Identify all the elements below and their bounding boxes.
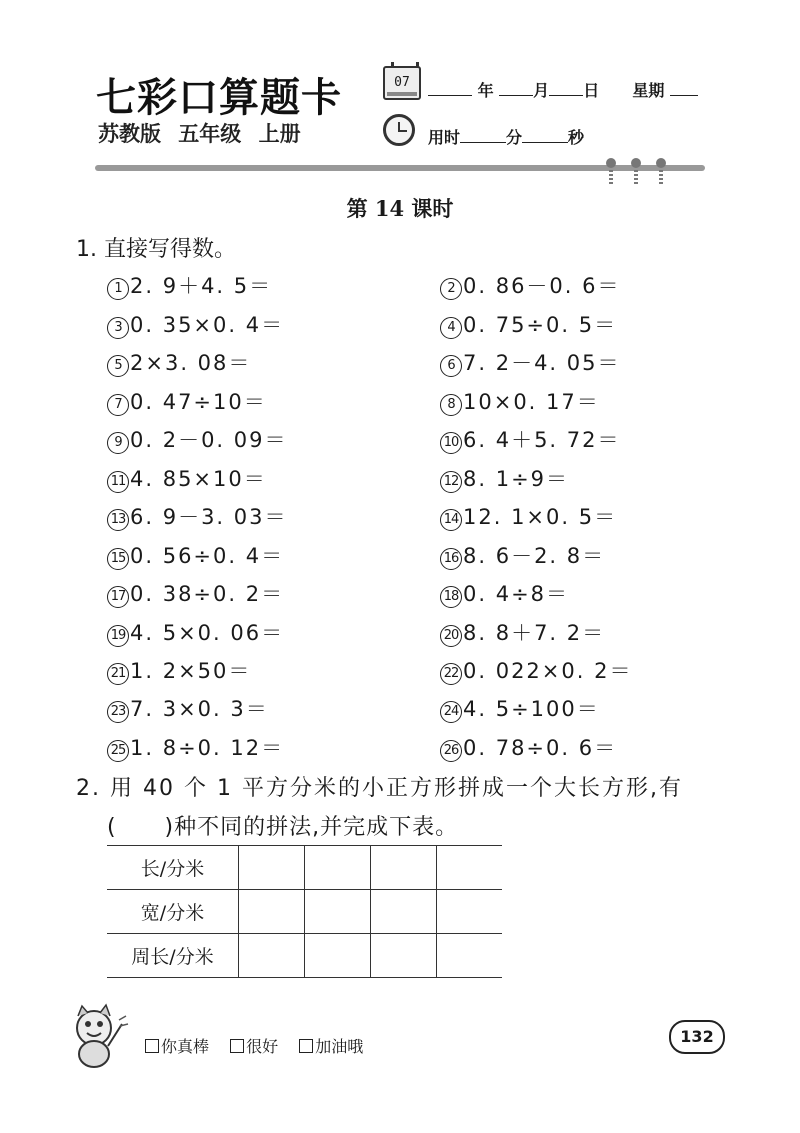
table-cell[interactable] (305, 890, 371, 934)
answer-table (107, 845, 502, 978)
problem-item[interactable] (440, 578, 569, 608)
binder-pin-icon (634, 158, 638, 184)
problem-expression: 0. 75÷0. 5＝ (463, 313, 618, 337)
problem-item[interactable] (107, 424, 288, 454)
checkbox-icon[interactable] (145, 1039, 159, 1053)
problem-number: 11 (107, 471, 129, 493)
problem-item[interactable] (440, 347, 621, 377)
table-cell[interactable] (371, 934, 437, 978)
problem-item[interactable] (440, 501, 617, 531)
problem-expression: 7. 3×0. 3＝ (130, 697, 269, 721)
problem-item[interactable] (107, 578, 284, 608)
problem-item[interactable] (107, 732, 284, 762)
problem-expression: 0. 4÷8＝ (463, 582, 570, 606)
rating-label: 你真棒 (161, 1037, 210, 1056)
question-instruction: 直接写得数。 (104, 237, 237, 262)
minutes-blank[interactable] (460, 128, 506, 143)
problem-item[interactable] (440, 386, 600, 416)
problem-number: 7 (107, 394, 129, 416)
problem-number: 13 (107, 509, 129, 531)
question-2-heading (76, 771, 683, 802)
seconds-blank[interactable] (522, 128, 568, 143)
problem-expression: 4. 5÷100＝ (463, 697, 600, 721)
weekday-blank[interactable] (670, 81, 698, 96)
problem-item[interactable] (107, 270, 272, 300)
table-cell[interactable] (371, 846, 437, 890)
rating-option[interactable] (230, 1037, 278, 1056)
problem-number: 17 (107, 586, 129, 608)
day-blank[interactable] (549, 81, 583, 96)
problem-expression: 4. 5×0. 06＝ (130, 621, 285, 645)
problem-expression: 8. 8＋7. 2＝ (463, 621, 606, 645)
problem-number: 14 (440, 509, 462, 531)
problem-expression: 0. 022×0. 2＝ (463, 659, 633, 683)
question-number: 1. (76, 237, 97, 262)
problem-number: 12 (440, 471, 462, 493)
problem-expression: 8. 1÷9＝ (463, 467, 570, 491)
row-label-length: 长/分米 (107, 846, 239, 890)
table-cell[interactable] (239, 890, 305, 934)
problem-expression: 0. 78÷0. 6＝ (463, 736, 618, 760)
lesson-title: 第 14 课时 (346, 196, 454, 221)
time-used-label: 用时 (428, 128, 461, 147)
problem-number: 22 (440, 663, 462, 685)
problem-item[interactable] (440, 732, 617, 762)
table-cell[interactable] (437, 934, 503, 978)
rating-option[interactable] (145, 1037, 209, 1056)
problem-item[interactable] (440, 309, 617, 339)
problem-expression: 10×0. 17＝ (463, 390, 600, 414)
table-cell[interactable] (437, 890, 503, 934)
problem-expression: 2. 9＋4. 5＝ (130, 274, 273, 298)
brand-title: 七彩口算题卡 (96, 74, 342, 121)
year-blank[interactable] (428, 81, 472, 96)
problem-expression: 6. 9－3. 03＝ (130, 505, 288, 529)
table-row (107, 846, 502, 890)
problem-item[interactable] (107, 463, 267, 493)
rating-checkboxes (145, 1034, 379, 1057)
rating-label: 很好 (246, 1037, 279, 1056)
binder-pin-icon (659, 158, 663, 184)
problem-item[interactable] (107, 347, 251, 377)
table-cell[interactable] (437, 846, 503, 890)
calendar-number: 07 (394, 75, 410, 90)
problem-number: 1 (107, 278, 129, 300)
problem-number: 21 (107, 663, 129, 685)
month-label: 月 (533, 81, 550, 100)
table-cell[interactable] (239, 846, 305, 890)
problem-expression: 6. 4＋5. 72＝ (463, 428, 621, 452)
year-label: 年 (477, 81, 494, 100)
page-number: 132 (669, 1020, 725, 1054)
rating-option[interactable] (299, 1037, 363, 1056)
problem-number: 26 (440, 740, 462, 762)
problem-item[interactable] (107, 386, 267, 416)
problem-item[interactable] (440, 424, 621, 454)
month-blank[interactable] (499, 81, 533, 96)
problem-number: 15 (107, 548, 129, 570)
problem-expression: 12. 1×0. 5＝ (463, 505, 618, 529)
minutes-label: 分 (506, 128, 523, 147)
table-cell[interactable] (305, 846, 371, 890)
problem-number: 6 (440, 355, 462, 377)
problem-number: 10 (440, 432, 462, 454)
problem-number: 8 (440, 394, 462, 416)
problem-item[interactable] (440, 540, 605, 570)
problem-expression: 0. 2－0. 09＝ (130, 428, 288, 452)
problem-number: 16 (440, 548, 462, 570)
problem-expression: 1. 2×50＝ (130, 659, 252, 683)
row-label-perimeter: 周长/分米 (107, 934, 239, 978)
problem-number: 3 (107, 317, 129, 339)
question-text-line2: ( )种不同的拼法,并完成下表。 (107, 815, 459, 840)
problem-item[interactable] (440, 693, 600, 723)
checkbox-icon[interactable] (230, 1039, 244, 1053)
problem-item[interactable] (440, 270, 621, 300)
problem-number: 9 (107, 432, 129, 454)
weekday-label: 星期 (632, 81, 665, 100)
problem-number: 24 (440, 701, 462, 723)
table-cell[interactable] (371, 890, 437, 934)
problem-item[interactable] (440, 617, 605, 647)
problem-expression: 0. 47÷10＝ (130, 390, 267, 414)
problem-item[interactable] (107, 309, 284, 339)
problem-expression: 0. 38÷0. 2＝ (130, 582, 285, 606)
problem-number: 4 (440, 317, 462, 339)
problem-number: 23 (107, 701, 129, 723)
problem-expression: 0. 35×0. 4＝ (130, 313, 285, 337)
table-cell[interactable] (305, 934, 371, 978)
problem-item[interactable] (440, 655, 632, 685)
problem-expression: 8. 6－2. 8＝ (463, 544, 606, 568)
problem-number: 25 (107, 740, 129, 762)
mascot-illustration (64, 1002, 130, 1070)
problem-item[interactable] (107, 693, 269, 723)
table-row (107, 934, 502, 978)
problem-item[interactable] (107, 540, 284, 570)
binder-pin-icon (609, 158, 613, 184)
problem-expression: 7. 2－4. 05＝ (463, 351, 621, 375)
problem-expression: 0. 56÷0. 4＝ (130, 544, 285, 568)
time-fields (428, 125, 584, 148)
day-label: 日 (583, 81, 600, 100)
question-1-heading (76, 232, 236, 263)
table-cell[interactable] (239, 934, 305, 978)
rating-label: 加油哦 (315, 1037, 364, 1056)
question-number: 2. (76, 776, 101, 801)
problem-item[interactable] (107, 501, 288, 531)
problem-number: 19 (107, 625, 129, 647)
problem-item[interactable] (440, 463, 569, 493)
problem-number: 5 (107, 355, 129, 377)
problem-number: 20 (440, 625, 462, 647)
question-text-line1: 用 40 个 1 平方分米的小正方形拼成一个大长方形,有 (110, 776, 683, 801)
seconds-label: 秒 (568, 128, 585, 147)
problem-number: 2 (440, 278, 462, 300)
edition-label: 苏教版 五年级 上册 (98, 122, 301, 146)
clock-icon (383, 114, 415, 146)
problem-expression: 4. 85×10＝ (130, 467, 267, 491)
problem-item[interactable] (107, 655, 251, 685)
date-fields (428, 78, 698, 101)
problem-item[interactable] (107, 617, 284, 647)
problem-number: 18 (440, 586, 462, 608)
checkbox-icon[interactable] (299, 1039, 313, 1053)
problem-expression: 2×3. 08＝ (130, 351, 252, 375)
calendar-icon (383, 66, 421, 100)
problem-expression: 0. 86－0. 6＝ (463, 274, 621, 298)
table-row (107, 890, 502, 934)
problem-expression: 1. 8÷0. 12＝ (130, 736, 285, 760)
row-label-width: 宽/分米 (107, 890, 239, 934)
